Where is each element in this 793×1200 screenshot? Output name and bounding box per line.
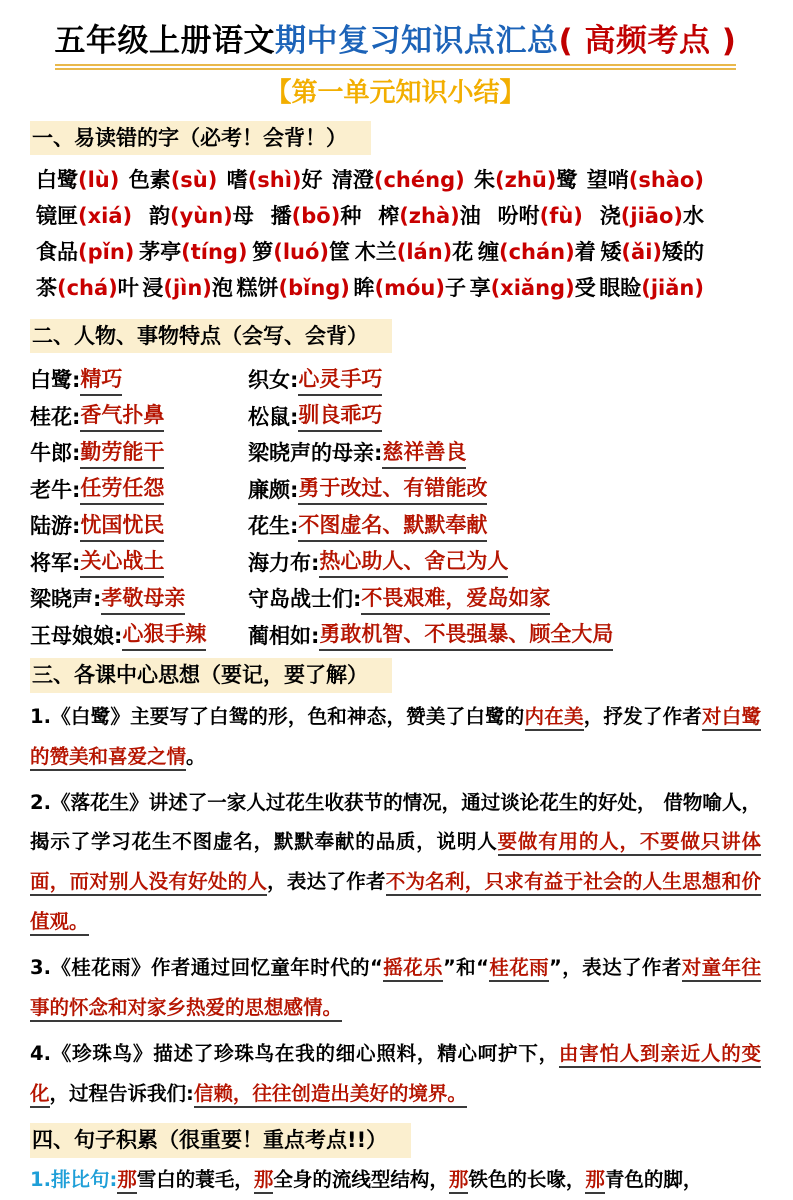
pinyin-item (36, 275, 139, 300)
hanzi-text: 泡 (211, 275, 233, 300)
body-text: ，过程告诉我们: (49, 1082, 194, 1106)
body-text: 1.《白鹭》主要写了白鸳的形，色和神态，赞美了白鹭的 (30, 704, 525, 728)
red-underlined-text: 信赖，往往创造出美好的境界。 (194, 1082, 467, 1108)
pinyin-item (469, 275, 596, 300)
trait-label: 松鼠: (248, 404, 299, 429)
pinyin-reading: (bō) (291, 203, 341, 228)
trait-value: 香气扑鼻 (80, 399, 164, 432)
red-underlined-text: 那 (585, 1168, 605, 1194)
trait-label: 织女: (248, 368, 299, 393)
trait-item (248, 434, 761, 471)
hanzi-text: 矮 (600, 239, 622, 264)
pinyin-reading: (ǎi) (621, 239, 662, 264)
pinyin-item (139, 239, 248, 264)
trait-item (248, 507, 761, 544)
trait-item (248, 580, 761, 617)
title-part-red: ( 高频考点 ) (558, 23, 737, 59)
section2-heading: 二、人物、事物特点（会写、会背） (30, 319, 392, 353)
hanzi-text: 矮的 (662, 239, 704, 264)
idea-paragraph (30, 948, 761, 1028)
body-text: ，表达了作者 (267, 870, 386, 894)
red-underlined-text: 那 (254, 1168, 274, 1194)
hanzi-text: 茅亭 (139, 239, 182, 264)
trait-value: 勤劳能干 (80, 436, 164, 469)
trait-value: 勇敢机智、不畏强暴、顾全大局 (319, 618, 613, 651)
pinyin-item (128, 167, 218, 192)
hanzi-text: 油 (459, 203, 481, 228)
hanzi-text: 缠 (477, 239, 499, 264)
trait-item (30, 544, 248, 581)
pinyin-row (36, 239, 704, 264)
hanzi-text: 糕饼 (236, 275, 279, 300)
trait-value: 驯良乖巧 (298, 399, 382, 432)
trait-list (30, 361, 761, 653)
pinyin-reading: (zhū) (495, 167, 557, 192)
body-text: 铁色的长喙， (468, 1167, 586, 1191)
trait-item (30, 507, 248, 544)
pinyin-row (36, 167, 704, 192)
trait-item (248, 544, 761, 581)
section3-heading: 三、各课中心思想（要记，要了解） (30, 658, 392, 692)
trait-item (30, 580, 248, 617)
sentence-item (30, 1160, 761, 1200)
trait-value: 精巧 (80, 363, 122, 396)
trait-value: 热心助人、舍己为人 (319, 545, 508, 578)
title-underline (55, 22, 737, 70)
pinyin-reading: (sù) (170, 167, 218, 192)
hanzi-text: 榨 (378, 203, 400, 228)
pinyin-reading: (móu) (374, 275, 445, 300)
body-text: 2.《落花生》讲述了一家人过花生收获节的情况，通过谈论花生的好处， 借物喻人，揭示了学习花生不图虚名，默默奉献的品质，说明人 (30, 790, 761, 854)
pinyin-item (252, 239, 351, 264)
pinyin-reading: (fù) (539, 203, 583, 228)
body-text: ，抒发了作者 (583, 704, 703, 728)
trait-label: 守岛战士们: (248, 587, 362, 612)
hanzi-text: 朱 (474, 167, 496, 192)
body-text: 青色的脚， (604, 1167, 703, 1191)
hanzi-text: 色素 (128, 167, 171, 192)
section1-heading: 一、易读错的字（必考！会背！） (30, 121, 371, 155)
pinyin-reading: (pǐn) (78, 239, 135, 264)
trait-label: 蔺相如: (248, 623, 320, 648)
red-underlined-text: 桂花雨 (489, 956, 549, 982)
pinyin-item (586, 167, 704, 192)
hanzi-text: 浸 (142, 275, 164, 300)
hanzi-text: 眸 (353, 275, 375, 300)
hanzi-text: 种 (340, 203, 362, 228)
hanzi-text: 白鹭 (36, 167, 78, 192)
trait-label: 白鹭: (30, 368, 81, 393)
trait-item (248, 617, 761, 654)
hanzi-text: 筐 (329, 239, 351, 264)
pinyin-reading: (bǐng) (278, 275, 350, 300)
trait-item (30, 617, 248, 654)
hanzi-text: 清澄 (331, 167, 374, 192)
pinyin-item (497, 203, 583, 228)
pinyin-row (36, 275, 704, 300)
trait-value: 心灵手巧 (298, 363, 382, 396)
body-text: 。 (186, 744, 206, 768)
trait-label: 廉颇: (248, 477, 299, 502)
pinyin-item (36, 239, 135, 264)
pinyin-item (270, 203, 362, 228)
hanzi-text: 望哨 (586, 167, 629, 192)
hanzi-text: 嗜 (226, 167, 248, 192)
hanzi-text: 好 (301, 167, 323, 192)
trait-label: 梁晓声: (30, 587, 102, 612)
red-underlined-text: 那 (117, 1168, 137, 1194)
trait-item (30, 398, 248, 435)
pinyin-reading: (jiāo) (620, 203, 683, 228)
hanzi-text: 水 (683, 203, 704, 228)
trait-value: 不图虚名、默默奉献 (298, 509, 487, 542)
red-underlined-text: 对童年往事的怀念和对家乡热爱的思想感情。 (30, 956, 761, 1022)
trait-label: 王母娘娘: (30, 623, 123, 648)
pinyin-reading: (xiǎng) (490, 275, 575, 300)
pinyin-item (600, 239, 704, 264)
pinyin-reading: (lù) (78, 167, 120, 192)
pinyin-reading: (chá) (57, 275, 118, 300)
trait-value: 孝敬母亲 (101, 582, 185, 615)
unit-subtitle: 【第一单元知识小结】 (265, 77, 526, 108)
pinyin-item (599, 275, 704, 300)
trait-label: 海力布: (248, 550, 320, 575)
hanzi-text: 浇 (599, 203, 621, 228)
central-ideas-paragraphs (30, 697, 761, 1115)
trait-label: 桂花: (30, 404, 81, 429)
pinyin-reading: (shì) (247, 167, 302, 192)
hanzi-text: 着 (574, 239, 596, 264)
pinyin-reading: (lán) (396, 239, 453, 264)
hanzi-text: 享 (469, 275, 491, 300)
pinyin-item (36, 167, 120, 192)
body-text: 全身的流线型结构， (273, 1167, 449, 1191)
pinyin-item (149, 203, 254, 228)
pinyin-item (142, 275, 233, 300)
pinyin-item (477, 239, 596, 264)
trait-item (30, 434, 248, 471)
hanzi-text: 镜匣 (36, 203, 78, 228)
red-underlined-text: 不为名利，只求有益于社会的人生思想和价值观。 (30, 870, 761, 936)
trait-item (30, 361, 248, 398)
hanzi-text: 眼睑 (599, 275, 642, 300)
pinyin-reading: (luó) (273, 239, 330, 264)
hanzi-text: 韵 (149, 203, 170, 228)
hanzi-text: 鹭 (556, 167, 578, 192)
hanzi-text: 箩 (252, 239, 274, 264)
trait-value: 关心战土 (80, 545, 164, 578)
pinyin-reading: (jiǎn) (641, 275, 704, 300)
trait-label: 陆游: (30, 514, 81, 539)
title-part-blue: 期中复习知识点汇总 (275, 23, 559, 59)
pinyin-reading: (tíng) (181, 239, 248, 264)
body-text: 雪白的蓑毛， (136, 1167, 254, 1191)
trait-item (248, 361, 761, 398)
body-text: ”和“ (442, 956, 489, 980)
trait-label: 将军: (30, 550, 81, 575)
idea-paragraph (30, 697, 761, 777)
trait-value: 勇于改过、有错能改 (298, 472, 487, 505)
pinyin-reading: (jìn) (163, 275, 212, 300)
pinyin-reading: (yùn) (170, 203, 233, 228)
body-text: ”，表达了作者 (549, 956, 682, 980)
trait-value: 心狠手辣 (122, 618, 206, 651)
red-underlined-text: 对白鹭的赞美和喜爱之情 (30, 705, 761, 771)
red-underlined-text: 摇花乐 (383, 956, 443, 982)
trait-label: 梁晓声的母亲: (248, 441, 383, 466)
hanzi-text: 花 (452, 239, 474, 264)
pinyin-item (353, 275, 466, 300)
red-underlined-text: 那 (449, 1168, 469, 1194)
trait-value: 不畏艰难，爱岛如家 (361, 582, 550, 615)
hanzi-text: 吩咐 (497, 203, 540, 228)
hanzi-text: 母 (232, 203, 254, 228)
hanzi-text: 播 (270, 203, 292, 228)
title-part-black: 五年级上册语文 (54, 23, 276, 59)
hanzi-text: 子 (444, 275, 466, 300)
pinyin-item (474, 167, 578, 192)
red-underlined-text: 由害怕人到亲近人的变化 (30, 1042, 761, 1108)
hanzi-text: 木兰 (354, 239, 397, 264)
pinyin-reading: (chéng) (373, 167, 465, 192)
hanzi-text: 受 (574, 275, 596, 300)
hanzi-text: 叶 (117, 275, 139, 300)
page-title (30, 22, 761, 70)
pinyin-reading: (chán) (498, 239, 575, 264)
hanzi-text: 食品 (36, 239, 78, 264)
hanzi-text: 茶 (36, 275, 57, 300)
trait-item (248, 471, 761, 508)
pinyin-item (378, 203, 481, 228)
idea-paragraph (30, 783, 761, 943)
trait-value: 慈祥善良 (382, 436, 466, 469)
pinyin-word-grid (36, 167, 704, 300)
idea-paragraph (30, 1034, 761, 1114)
blue-label-text: 1.排比句: (30, 1167, 118, 1191)
pinyin-item (354, 239, 474, 264)
pinyin-item (226, 167, 323, 192)
trait-label: 牛郎: (30, 441, 81, 466)
pinyin-reading: (zhà) (399, 203, 460, 228)
body-text: 4.《珍珠鸟》描述了珍珠鸟在我的细心照料，精心呵护下， (30, 1042, 559, 1066)
red-underlined-text: 内在美 (525, 705, 584, 731)
pinyin-item (36, 203, 133, 228)
trait-label: 花生: (248, 514, 299, 539)
trait-item (248, 398, 761, 435)
trait-value: 任劳任怨 (80, 472, 164, 505)
pinyin-reading: (shào) (628, 167, 704, 192)
trait-label: 老牛: (30, 477, 81, 502)
pinyin-reading: (xiá) (78, 203, 133, 228)
red-underlined-text: 要做有用的人，不要做只讲体面，而对别人没有好处的人 (30, 830, 761, 896)
trait-value: 忧国忧民 (80, 509, 164, 542)
pinyin-item (599, 203, 704, 228)
pinyin-row (36, 203, 704, 228)
trait-item (30, 471, 248, 508)
section4-heading: 四、句子积累（很重要！重点考点!!） (30, 1123, 411, 1157)
sentence-accumulation-list (30, 1160, 761, 1200)
body-text: 3.《桂花雨》作者通过回忆童年时代的“ (30, 956, 383, 980)
pinyin-item (236, 275, 350, 300)
pinyin-item (331, 167, 465, 192)
